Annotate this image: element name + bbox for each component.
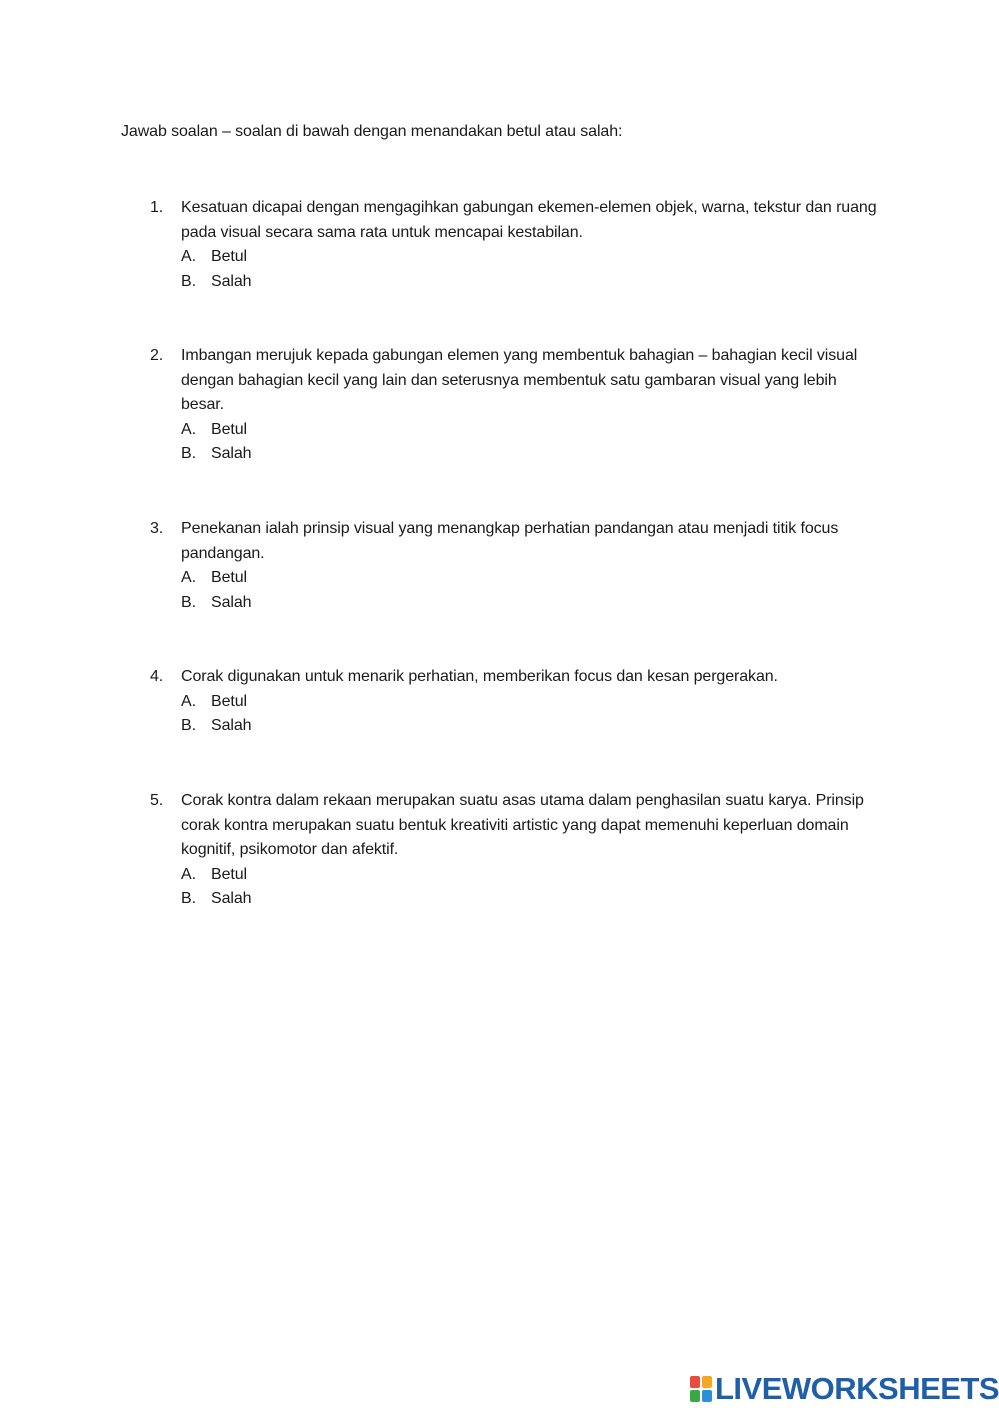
- instructions-text: Jawab soalan – soalan di bawah dengan menandakan betul atau salah:: [121, 123, 623, 140]
- question-number: 4.: [150, 668, 164, 685]
- question-number: 2.: [150, 347, 164, 364]
- option-label: Betul: [211, 420, 247, 438]
- option-letter: B.: [181, 890, 196, 908]
- option-letter: A.: [181, 248, 196, 266]
- option-label: Salah: [211, 890, 252, 908]
- option-a[interactable]: [181, 245, 880, 270]
- option-letter: B.: [181, 717, 196, 735]
- option-letter: B.: [181, 272, 196, 290]
- question-3: [150, 517, 880, 615]
- option-label: Betul: [211, 248, 247, 266]
- question-number: 3.: [150, 520, 164, 537]
- option-label: Salah: [211, 593, 252, 611]
- option-letter: A.: [181, 569, 196, 587]
- option-b[interactable]: [181, 442, 880, 467]
- option-letter: A.: [181, 692, 196, 710]
- option-b[interactable]: [181, 591, 880, 616]
- option-b[interactable]: [181, 714, 880, 739]
- option-letter: A.: [181, 865, 196, 883]
- option-label: Betul: [211, 865, 247, 883]
- question-text: Penekanan ialah prinsip visual yang menangkap perhatian pandangan atau menjadi titik focus pandangan.: [181, 520, 839, 562]
- option-label: Betul: [211, 569, 247, 587]
- option-b[interactable]: [181, 270, 880, 295]
- question-2: [150, 344, 880, 467]
- question-text: Corak digunakan untuk menarik perhatian, memberikan focus dan kesan pergerakan.: [181, 668, 778, 685]
- question-number: 5.: [150, 792, 164, 809]
- question-number: 1.: [150, 199, 164, 216]
- option-label: Salah: [211, 445, 252, 463]
- option-label: Salah: [211, 272, 252, 290]
- option-a[interactable]: [181, 566, 880, 591]
- option-b[interactable]: [181, 887, 880, 912]
- option-label: Salah: [211, 717, 252, 735]
- liveworksheets-brand[interactable]: [690, 1372, 999, 1406]
- option-label: Betul: [211, 692, 247, 710]
- option-letter: B.: [181, 593, 196, 611]
- question-4: [150, 665, 880, 739]
- option-letter: A.: [181, 420, 196, 438]
- question-1: [150, 196, 880, 294]
- option-a[interactable]: [181, 418, 880, 443]
- question-text: Corak kontra dalam rekaan merupakan suatu asas utama dalam penghasilan suatu karya. Prinsip corak kontra merupakan suatu bentuk kreativiti artistic yang dapat memenuhi keperluan domain kognitif, psikomotor dan afektif.: [181, 792, 864, 859]
- question-text: Kesatuan dicapai dengan mengagihkan gabungan ekemen-elemen objek, warna, tekstur dan ruang pada visual secara sama rata untuk mencapai kestabilan.: [181, 199, 877, 241]
- liveworksheets-logo-icon: [690, 1376, 712, 1402]
- option-a[interactable]: [181, 690, 880, 715]
- question-text: Imbangan merujuk kepada gabungan elemen yang membentuk bahagian – bahagian kecil visual dengan bahagian kecil yang lain dan seterusnya membentuk satu gambaran visual yang lebih besar.: [181, 347, 858, 414]
- question-5: [150, 789, 880, 912]
- option-a[interactable]: [181, 863, 880, 888]
- option-letter: B.: [181, 445, 196, 463]
- brand-name: LIVEWORKSHEETS: [715, 1371, 999, 1406]
